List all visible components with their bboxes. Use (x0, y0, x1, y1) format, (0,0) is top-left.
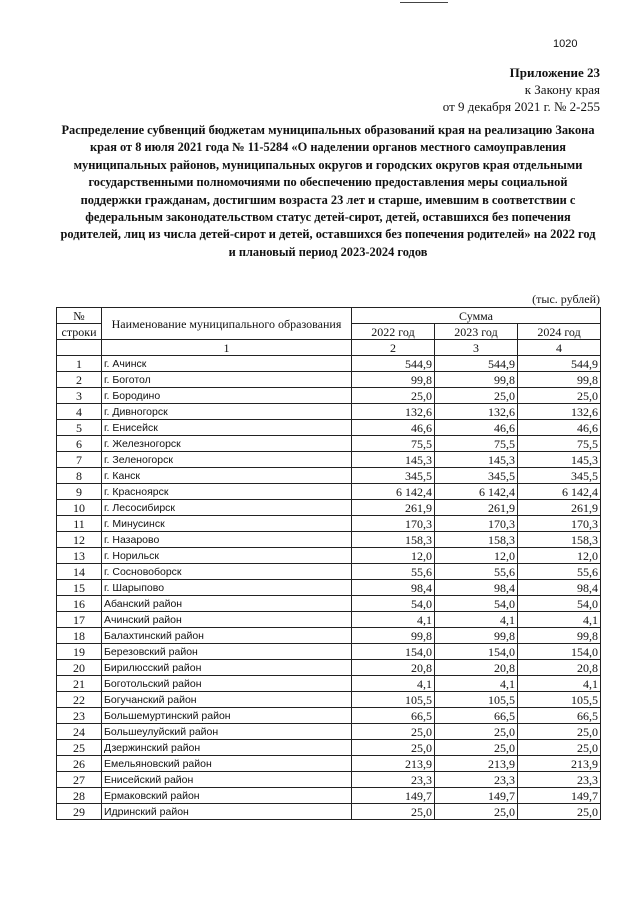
municipality-name: Балахтинский район (102, 628, 352, 644)
table-row (57, 724, 601, 740)
value-2023: 154,0 (435, 644, 518, 660)
municipality-name: Богучанский район (102, 692, 352, 708)
value-2023: 98,4 (435, 580, 518, 596)
colnum-3: 3 (435, 340, 518, 356)
value-2022: 99,8 (352, 628, 435, 644)
row-number: 10 (57, 500, 102, 516)
row-number: 13 (57, 548, 102, 564)
row-number: 2 (57, 372, 102, 388)
column-number-row (57, 340, 601, 356)
value-2023: 99,8 (435, 372, 518, 388)
value-2024: 12,0 (518, 548, 601, 564)
row-number: 6 (57, 436, 102, 452)
value-2024: 170,3 (518, 516, 601, 532)
municipality-name: Емельяновский район (102, 756, 352, 772)
value-2022: 12,0 (352, 548, 435, 564)
value-2023: 170,3 (435, 516, 518, 532)
value-2024: 105,5 (518, 692, 601, 708)
table-row (57, 436, 601, 452)
value-2024: 25,0 (518, 804, 601, 820)
value-2023: 54,0 (435, 596, 518, 612)
header-year-2022: 2022 год (352, 324, 435, 340)
value-2022: 99,8 (352, 372, 435, 388)
table-row (57, 420, 601, 436)
value-2024: 4,1 (518, 676, 601, 692)
value-2023: 544,9 (435, 356, 518, 372)
table-row (57, 644, 601, 660)
value-2022: 55,6 (352, 564, 435, 580)
value-2024: 345,5 (518, 468, 601, 484)
value-2023: 213,9 (435, 756, 518, 772)
row-number: 19 (57, 644, 102, 660)
table-row (57, 468, 601, 484)
row-number: 5 (57, 420, 102, 436)
row-number: 22 (57, 692, 102, 708)
table-row (57, 500, 601, 516)
municipality-name: Дзержинский район (102, 740, 352, 756)
row-number: 9 (57, 484, 102, 500)
appendix-header (443, 64, 600, 115)
value-2023: 261,9 (435, 500, 518, 516)
row-number: 8 (57, 468, 102, 484)
value-2024: 154,0 (518, 644, 601, 660)
row-number: 12 (57, 532, 102, 548)
value-2024: 213,9 (518, 756, 601, 772)
table-row (57, 804, 601, 820)
value-2023: 23,3 (435, 772, 518, 788)
municipality-name: Большеулуйский район (102, 724, 352, 740)
header-row-number (57, 308, 102, 324)
row-number: 27 (57, 772, 102, 788)
value-2022: 158,3 (352, 532, 435, 548)
value-2023: 4,1 (435, 612, 518, 628)
value-2022: 213,9 (352, 756, 435, 772)
municipality-name: Березовский район (102, 644, 352, 660)
value-2023: 4,1 (435, 676, 518, 692)
table-row (57, 676, 601, 692)
value-2022: 75,5 (352, 436, 435, 452)
value-2023: 46,6 (435, 420, 518, 436)
table-row (57, 404, 601, 420)
colnum-empty (57, 340, 102, 356)
row-number: 7 (57, 452, 102, 468)
municipality-name: г. Боготол (102, 372, 352, 388)
table-row (57, 516, 601, 532)
value-2024: 54,0 (518, 596, 601, 612)
value-2022: 132,6 (352, 404, 435, 420)
row-number: 26 (57, 756, 102, 772)
value-2022: 25,0 (352, 740, 435, 756)
municipality-name: Ачинский район (102, 612, 352, 628)
municipality-name: г. Лесосибирск (102, 500, 352, 516)
header-year-2023: 2023 год (435, 324, 518, 340)
table-row (57, 372, 601, 388)
value-2024: 23,3 (518, 772, 601, 788)
row-number: 28 (57, 788, 102, 804)
municipality-name: Большемуртинский район (102, 708, 352, 724)
colnum-2: 2 (352, 340, 435, 356)
value-2023: 25,0 (435, 740, 518, 756)
value-2022: 345,5 (352, 468, 435, 484)
value-2022: 544,9 (352, 356, 435, 372)
value-2024: 4,1 (518, 612, 601, 628)
value-2023: 158,3 (435, 532, 518, 548)
value-2022: 6 142,4 (352, 484, 435, 500)
page-number: 1020 (553, 38, 578, 50)
municipality-name: Енисейский район (102, 772, 352, 788)
municipality-name: Ермаковский район (102, 788, 352, 804)
subsidy-table (56, 307, 601, 820)
value-2024: 25,0 (518, 740, 601, 756)
municipality-name: г. Шарыпово (102, 580, 352, 596)
value-2022: 23,3 (352, 772, 435, 788)
value-2022: 4,1 (352, 612, 435, 628)
row-number: 29 (57, 804, 102, 820)
row-number: 16 (57, 596, 102, 612)
value-2022: 149,7 (352, 788, 435, 804)
value-2022: 25,0 (352, 724, 435, 740)
table-row (57, 484, 601, 500)
value-2022: 66,5 (352, 708, 435, 724)
value-2024: 149,7 (518, 788, 601, 804)
table-row (57, 532, 601, 548)
value-2023: 55,6 (435, 564, 518, 580)
colnum-4: 4 (518, 340, 601, 356)
value-2024: 99,8 (518, 372, 601, 388)
appendix-line-2: от 9 декабря 2021 г. № 2-255 (442, 99, 600, 114)
municipality-name: г. Красноярск (102, 484, 352, 500)
municipality-name: Боготольский район (102, 676, 352, 692)
value-2023: 20,8 (435, 660, 518, 676)
row-number: 11 (57, 516, 102, 532)
value-2023: 132,6 (435, 404, 518, 420)
row-number: 17 (57, 612, 102, 628)
municipality-name: Абанский район (102, 596, 352, 612)
header-sum: Сумма (352, 308, 601, 324)
table-row (57, 564, 601, 580)
table-body (57, 356, 601, 820)
value-2022: 154,0 (352, 644, 435, 660)
table-row (57, 388, 601, 404)
value-2022: 170,3 (352, 516, 435, 532)
value-2022: 4,1 (352, 676, 435, 692)
value-2022: 105,5 (352, 692, 435, 708)
value-2024: 25,0 (518, 388, 601, 404)
value-2023: 25,0 (435, 804, 518, 820)
appendix-title: Приложение 23 (509, 65, 600, 80)
table-row (57, 548, 601, 564)
value-2023: 345,5 (435, 468, 518, 484)
header-municipality-name: Наименование муниципального образования (102, 308, 352, 340)
value-2024: 46,6 (518, 420, 601, 436)
municipality-name: Бирилюсский район (102, 660, 352, 676)
value-2023: 25,0 (435, 724, 518, 740)
municipality-name: г. Канск (102, 468, 352, 484)
municipality-name: г. Енисейск (102, 420, 352, 436)
municipality-name: Идринский район (102, 804, 352, 820)
table-row (57, 580, 601, 596)
row-number: 23 (57, 708, 102, 724)
value-2024: 99,8 (518, 628, 601, 644)
value-2024: 98,4 (518, 580, 601, 596)
value-2022: 20,8 (352, 660, 435, 676)
row-number: 1 (57, 356, 102, 372)
value-2023: 99,8 (435, 628, 518, 644)
value-2023: 66,5 (435, 708, 518, 724)
row-number: 15 (57, 580, 102, 596)
row-number: 21 (57, 676, 102, 692)
table-row (57, 660, 601, 676)
value-2024: 55,6 (518, 564, 601, 580)
row-number: 24 (57, 724, 102, 740)
value-2024: 261,9 (518, 500, 601, 516)
row-number: 25 (57, 740, 102, 756)
municipality-name: г. Норильск (102, 548, 352, 564)
value-2023: 105,5 (435, 692, 518, 708)
table-row (57, 628, 601, 644)
header-year-2024: 2024 год (518, 324, 601, 340)
value-2024: 6 142,4 (518, 484, 601, 500)
value-2024: 75,5 (518, 436, 601, 452)
table-row (57, 740, 601, 756)
row-number: 4 (57, 404, 102, 420)
value-2024: 66,5 (518, 708, 601, 724)
value-2023: 145,3 (435, 452, 518, 468)
value-2024: 20,8 (518, 660, 601, 676)
value-2022: 145,3 (352, 452, 435, 468)
table-row (57, 452, 601, 468)
municipality-name: г. Дивногорск (102, 404, 352, 420)
value-2024: 544,9 (518, 356, 601, 372)
value-2024: 25,0 (518, 724, 601, 740)
table-row (57, 596, 601, 612)
value-2023: 6 142,4 (435, 484, 518, 500)
top-divider (400, 2, 448, 3)
value-2022: 54,0 (352, 596, 435, 612)
value-2022: 46,6 (352, 420, 435, 436)
value-2022: 261,9 (352, 500, 435, 516)
table-row (57, 708, 601, 724)
value-2022: 25,0 (352, 804, 435, 820)
municipality-name: г. Сосновоборск (102, 564, 352, 580)
value-2024: 158,3 (518, 532, 601, 548)
units-label: (тыс. рублей) (532, 292, 600, 306)
value-2024: 132,6 (518, 404, 601, 420)
value-2023: 12,0 (435, 548, 518, 564)
municipality-name: г. Бородино (102, 388, 352, 404)
table-row (57, 788, 601, 804)
value-2024: 145,3 (518, 452, 601, 468)
row-number: 20 (57, 660, 102, 676)
value-2022: 98,4 (352, 580, 435, 596)
table-row (57, 692, 601, 708)
row-number: 3 (57, 388, 102, 404)
table-row (57, 756, 601, 772)
header-no-symbol: № (73, 308, 85, 323)
document-title: Распределение субвенций бюджетам муниципальных образований края на реализацию Закона края от 8 июля 2021 года № 11-5284 «О наделении органов местного самоуправления муниципальных районов, муниципальных округов и городских округов края отдельными государственными полномочиями по обеспечению предоставления меры социальной поддержки гражданам, достигшим возраста 23 лет и старше, имевшим в соответствии с федеральным законодательством статус детей-сирот, детей, оставшихся без попечения родителей, лиц из числа детей-сирот и детей, оставшихся без попечения родителей» на 2022 год и плановый период 2023-2024 годов (60, 123, 596, 259)
table-row (57, 772, 601, 788)
municipality-name: г. Назарово (102, 532, 352, 548)
table-row (57, 612, 601, 628)
row-number: 18 (57, 628, 102, 644)
value-2023: 149,7 (435, 788, 518, 804)
municipality-name: г. Минусинск (102, 516, 352, 532)
value-2022: 25,0 (352, 388, 435, 404)
municipality-name: г. Ачинск (102, 356, 352, 372)
colnum-1: 1 (102, 340, 352, 356)
header-row-label: строки (57, 324, 102, 340)
value-2023: 25,0 (435, 388, 518, 404)
row-number: 14 (57, 564, 102, 580)
appendix-line-1: к Закону края (524, 82, 600, 97)
municipality-name: г. Железногорск (102, 436, 352, 452)
table-row (57, 356, 601, 372)
municipality-name: г. Зеленогорск (102, 452, 352, 468)
value-2023: 75,5 (435, 436, 518, 452)
